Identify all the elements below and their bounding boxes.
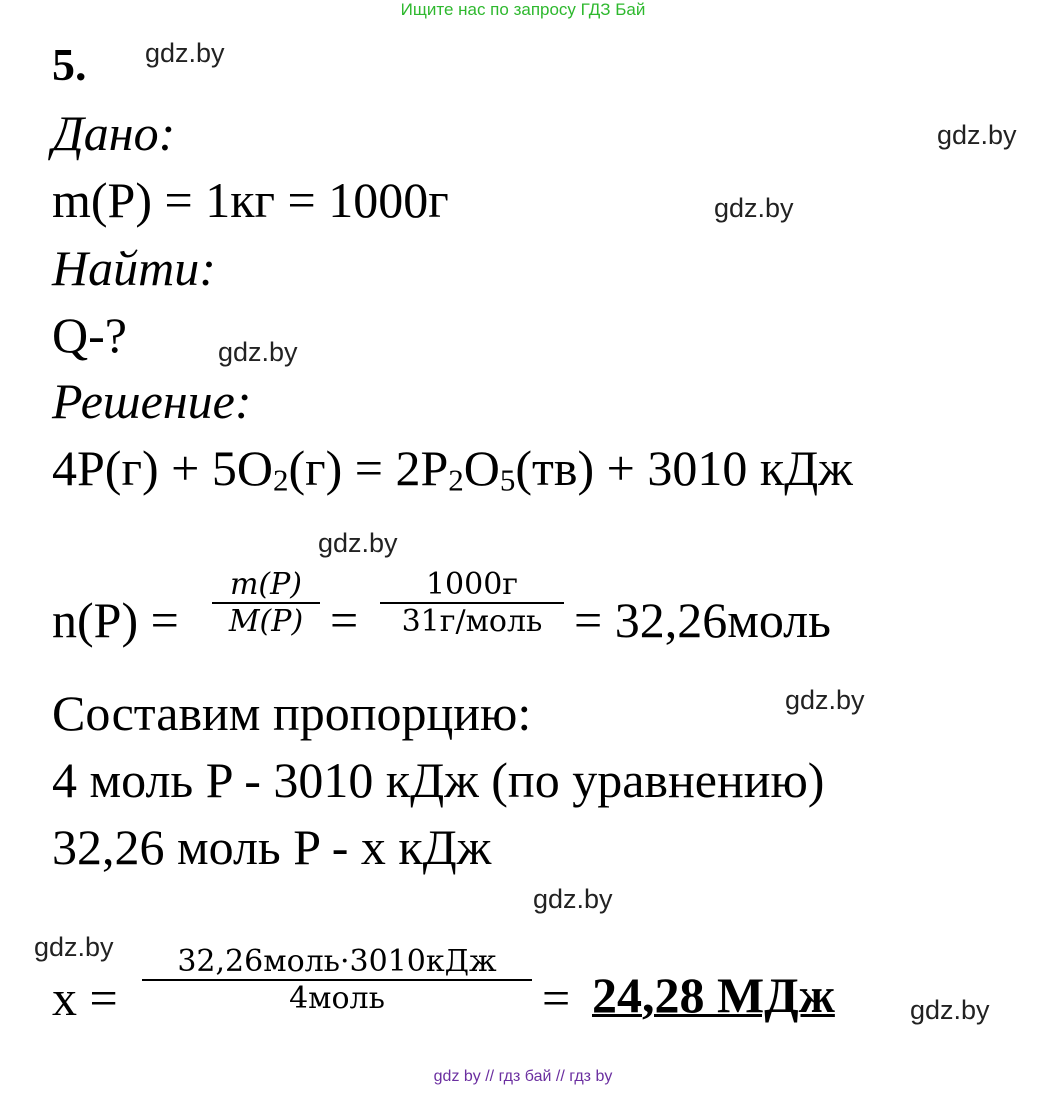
fraction-values: [380, 567, 564, 639]
watermark: gdz.by: [937, 120, 1017, 150]
task-number: 5.: [52, 39, 87, 90]
find-value: Q-?: [52, 307, 127, 363]
fraction-numerator: 1000г: [425, 567, 519, 602]
watermark: gdz.by: [910, 995, 990, 1025]
watermark: gdz.by: [785, 685, 865, 715]
find-label: Найти:: [52, 240, 216, 296]
moles-equals: =: [330, 592, 359, 648]
fraction-denominator: 31г/моль: [401, 604, 543, 639]
final-lhs: x =: [52, 970, 118, 1026]
watermark: gdz.by: [318, 528, 398, 558]
fraction-denominator: M(P): [228, 604, 304, 639]
proportion-label: Составим пропорцию:: [52, 685, 532, 741]
moles-lhs: n(P) =: [52, 592, 179, 648]
given-value: m(P) = 1кг = 1000г: [52, 172, 449, 228]
given-label: Дано:: [52, 105, 176, 161]
watermark: gdz.by: [533, 884, 613, 914]
bottom-banner: gdz by // гдз бай // гдз by: [433, 1068, 613, 1085]
watermark: gdz.by: [34, 932, 114, 962]
reaction-equation: $4P(г) + 5O_2(г) = 2P_2O_5(тв) + 3010$ кДж: [52, 440, 853, 498]
proportion-line-2: 32,26 моль P - x кДж: [52, 819, 492, 875]
top-banner: Ищите нас по запросу ГДЗ Бай: [400, 0, 646, 19]
final-answer: 24,28 МДж: [592, 967, 835, 1023]
moles-result: = 32,26моль: [574, 592, 831, 648]
watermark: gdz.by: [714, 193, 794, 223]
final-equals: =: [542, 970, 571, 1026]
fraction-denominator: 4моль: [289, 981, 385, 1016]
watermark: gdz.by: [145, 38, 225, 68]
fraction-mass-over-molar: [212, 567, 320, 639]
proportion-line-1: 4 моль P - 3010 кДж (по уравнению): [52, 752, 825, 808]
fraction-numerator: m(P): [229, 567, 303, 602]
solution-label: Решение:: [52, 373, 252, 429]
fraction-numerator: 32,26моль·3010кДж: [177, 944, 497, 979]
watermark: gdz.by: [218, 337, 298, 367]
fraction-final: [142, 944, 532, 1016]
